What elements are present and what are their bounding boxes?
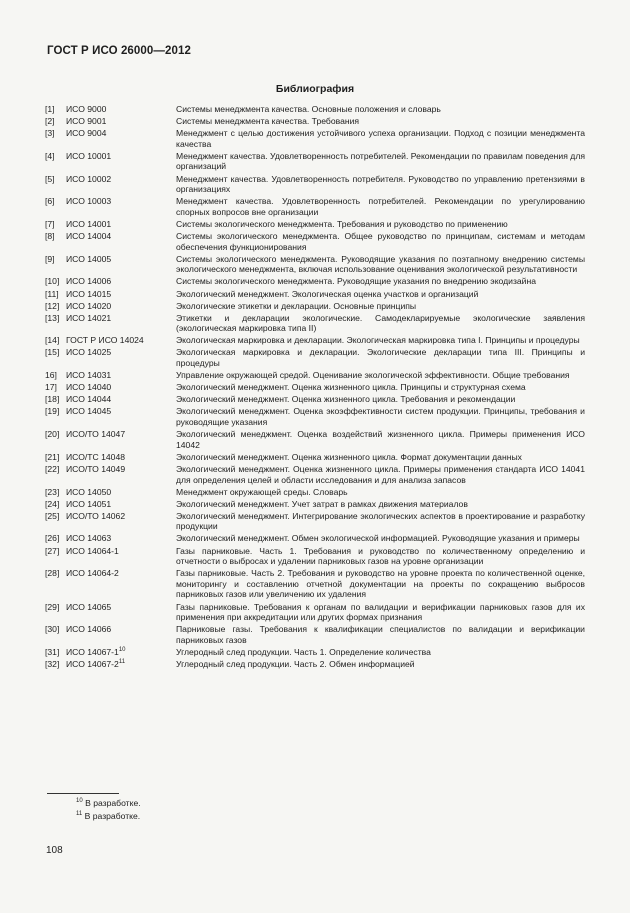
bibliography-entry (45, 624, 585, 645)
entry-number: [32] (45, 659, 60, 669)
entry-title: Менеджмент качества. Удовлетворенность потребителей. Рекомендации по урегулированию спорных вопросов вне организации (176, 196, 585, 217)
entry-standard-code: ИСО 14063 (66, 533, 112, 544)
entry-number: [29] (45, 601, 60, 612)
entry-number: [21] (45, 451, 60, 462)
footnote-text: В разработке. (85, 798, 141, 808)
entry-title: Экологические этикетки и декларации. Основные принципы (176, 300, 417, 311)
page-number: 108 (46, 845, 63, 856)
entry-number: [14] (45, 335, 60, 346)
entry-title: Экологический менеджмент. Оценка воздействий жизненного цикла. Примеры применения ИСО 14042 (176, 429, 585, 450)
entry-title: Экологический менеджмент. Обмен экологической информацией. Руководящие указания и примеры (176, 533, 580, 544)
entry-standard (66, 533, 176, 544)
bibliography-entry (45, 313, 585, 334)
entry-standard-code: ИСО 14066 (66, 624, 112, 635)
entry-title: Экологический менеджмент. Оценка жизненного цикла. Принципы и структурная схема (176, 382, 526, 393)
entry-standard-code: ИСО 14045 (66, 406, 112, 417)
entry-number: [27] (45, 545, 60, 556)
entry-standard-code: ИСО/ТО 14062 (66, 510, 126, 521)
entry-number: [2] (45, 116, 55, 127)
entry-standard-code: ИСО 14065 (66, 601, 112, 612)
entry-standard (66, 370, 176, 381)
bibliography-entry (45, 116, 585, 127)
entry-number: [13] (45, 312, 60, 323)
entry-standard-code: ИСО 14067-1 (66, 646, 119, 657)
entry-number: [5] (45, 173, 55, 184)
entry-standard (66, 174, 176, 195)
entry-standard-code: ИСО 14050 (66, 486, 112, 497)
entry-title: Экологический менеджмент. Экологическая оценка участков и организаций (176, 288, 479, 299)
bibliography-entry (45, 276, 585, 287)
entry-standard-code: ИСО 14020 (66, 300, 112, 311)
entry-standard-code: ИСО/ТС 14048 (66, 451, 126, 462)
entry-number: [3] (45, 128, 55, 139)
bibliography-list (45, 104, 585, 671)
entry-standard (66, 231, 176, 252)
entry-standard (66, 499, 176, 510)
entry-title: Экологический менеджмент. Интегрирование экологических аспектов в проектирование и разработку продукции (176, 510, 585, 532)
entry-title: Экологический менеджмент. Оценка жизненного цикла. Формат документации данных (176, 451, 522, 462)
entry-standard (66, 568, 176, 600)
entry-standard (66, 406, 176, 427)
entry-title: Экологическая маркировка и декларации. Экологическая маркировка типа I. Принципы и процедуры (176, 335, 580, 346)
entry-number: [30] (45, 624, 60, 635)
entry-standard (66, 104, 176, 115)
entry-standard-code: ИСО 10001 (66, 150, 112, 161)
entry-title: Экологический менеджмент. Учет затрат в рамках движения материалов (176, 498, 468, 509)
entry-title: Менеджмент окружающей среды. Словарь (176, 486, 348, 497)
entry-title: Менеджмент качества. Удовлетворенность потребителя. Руководство по управлению претензиями в организациях (176, 173, 585, 195)
entry-standard (66, 382, 176, 393)
entry-standard-code: ИСО 14040 (66, 382, 112, 393)
entry-standard-code: ИСО/ТО 14047 (66, 429, 126, 440)
entry-number: [9] (45, 253, 55, 264)
bibliography-title: Библиография (275, 83, 355, 95)
bibliography-entry (45, 511, 585, 532)
entry-title: Системы экологического менеджмента. Руководящие указания по внедрению экодизайна (176, 276, 537, 287)
entry-standard-code: ИСО 14001 (66, 218, 112, 229)
entry-standard-code: ИСО 9000 (66, 104, 107, 114)
entry-standard-code: ИСО 14044 (66, 394, 112, 405)
entry-number: [31] (45, 646, 60, 657)
entry-title: Экологическая маркировка и декларации. Экологические декларации типа III. Принципы и процедуры (176, 347, 585, 369)
bibliography-entry (45, 347, 585, 368)
entry-standard-code: ГОСТ Р ИСО 14024 (66, 335, 144, 346)
entry-standard (66, 276, 176, 287)
entry-number: [18] (45, 394, 60, 405)
entry-standard (66, 116, 176, 127)
footnote-divider (47, 793, 119, 794)
entry-number: [11] (45, 288, 59, 299)
entry-number: [10] (45, 276, 60, 287)
bibliography-entry (45, 464, 585, 485)
entry-title: Этикетки и декларации экологические. Самодекларируемые экологические заявления (экологическая маркировка типа II) (176, 312, 585, 334)
bibliography-entry (45, 301, 585, 312)
entry-standard (66, 624, 176, 645)
bibliography-entry (45, 174, 585, 195)
entry-standard-code: ИСО 9004 (66, 128, 107, 139)
entry-title: Газы парниковые. Требования к органам по валидации и верификации парниковых газов для их применения при аккредитации или других формах признания (176, 601, 585, 623)
entry-standard-code: ИСО 14004 (66, 231, 112, 242)
entry-standard-code: ИСО 14051 (66, 498, 112, 509)
bibliography-entry (45, 659, 585, 670)
bibliography-entry (45, 394, 585, 405)
entry-standard (66, 602, 176, 623)
entry-number: [25] (45, 510, 60, 521)
bibliography-entry (45, 406, 585, 427)
entry-title: Углеродный след продукции. Часть 2. Обмен информацией (176, 659, 415, 669)
entry-number: [8] (45, 231, 55, 242)
bibliography-entry (45, 335, 585, 346)
entry-standard-code: ИСО 14064-1 (66, 545, 119, 556)
entry-standard-code: ИСО 14031 (66, 370, 112, 381)
footnotes (76, 797, 141, 823)
bibliography-entry (45, 289, 585, 300)
entry-number: [12] (45, 300, 60, 311)
entry-title: Газы парниковые. Часть 1. Требования и руководство по количественному определению и отчетности о выбросах и удалении парниковых газов на уровне организации (176, 545, 585, 567)
bibliography-entry (45, 231, 585, 252)
entry-standard-code: ИСО 14006 (66, 276, 112, 287)
entry-number: [28] (45, 568, 60, 579)
bibliography-entry (45, 429, 585, 450)
entry-standard-code: ИСО/ТО 14049 (66, 463, 126, 474)
bibliography-entry (45, 370, 585, 381)
entry-standard (66, 464, 176, 485)
entry-title: Парниковые газы. Требования к квалификации специалистов по валидации и верификации парниковых газов (176, 624, 585, 645)
entry-title: Системы экологического менеджмента. Общее руководство по принципам, системам и методам обеспечения функционирования (176, 231, 585, 252)
footnote (76, 810, 141, 823)
footnote-reference: 11 (118, 659, 126, 666)
bibliography-entry (45, 254, 585, 275)
entry-number: 16] (45, 370, 57, 381)
entry-number: [23] (45, 486, 60, 497)
entry-standard (66, 347, 176, 368)
entry-title: Углеродный след продукции. Часть 1. Определение количества (176, 646, 431, 657)
bibliography-entry (45, 487, 585, 498)
entry-standard (66, 219, 176, 230)
entry-standard (66, 289, 176, 300)
entry-number: [1] (45, 104, 55, 114)
entry-title: Системы экологического менеджмента. Руководящие указания по поэтапному внедрению системы экологического менеджмента, включая использование оценивания экологической результативности (176, 253, 585, 275)
entry-standard (66, 196, 176, 217)
entry-standard (66, 335, 176, 346)
entry-standard-code: ИСО 14067-2 (66, 659, 119, 669)
bibliography-entry (45, 568, 585, 600)
bibliography-entry (45, 128, 585, 149)
entry-number: [4] (45, 150, 55, 161)
entry-standard (66, 313, 176, 334)
entry-standard (66, 511, 176, 532)
entry-standard-code: ИСО 10002 (66, 173, 112, 184)
bibliography-entry (45, 499, 585, 510)
entry-number: [15] (45, 347, 60, 358)
footnote (76, 797, 141, 810)
entry-standard (66, 647, 176, 658)
entry-standard (66, 394, 176, 405)
bibliography-entry (45, 602, 585, 623)
entry-number: [20] (45, 429, 60, 440)
entry-number: [7] (45, 218, 55, 229)
entry-standard-code: ИСО 14005 (66, 253, 112, 264)
entry-number: [24] (45, 498, 60, 509)
entry-standard-code: ИСО 14015 (66, 288, 112, 299)
bibliography-entry (45, 196, 585, 217)
entry-standard-code: ИСО 14025 (66, 347, 112, 358)
entry-title: Экологический менеджмент. Оценка экоэффективности систем продукции. Принципы, требования и руководящие указания (176, 406, 585, 428)
entry-standard-code: ИСО 14021 (66, 312, 112, 323)
entry-standard (66, 659, 176, 670)
bibliography-entry (45, 546, 585, 567)
entry-title: Системы экологического менеджмента. Требования и руководство по применению (176, 218, 508, 229)
entry-title: Системы менеджмента качества. Требования (176, 116, 360, 127)
entry-title: Системы менеджмента качества. Основные положения и словарь (176, 104, 441, 114)
entry-standard (66, 128, 176, 149)
entry-standard (66, 546, 176, 567)
footnote-mark: 10 (76, 798, 83, 805)
entry-standard (66, 151, 176, 172)
entry-title: Управление окружающей средой. Оценивание экологической эффективности. Общие требования (176, 370, 570, 381)
bibliography-entry (45, 452, 585, 463)
bibliography-entry (45, 382, 585, 393)
entry-standard (66, 487, 176, 498)
footnote-text: В разработке. (84, 811, 141, 821)
entry-standard-code: ИСО 10003 (66, 196, 112, 207)
bibliography-entry (45, 647, 585, 658)
page-header-standard-id: ГОСТ Р ИСО 26000—2012 (47, 45, 192, 57)
entry-number: [19] (45, 406, 60, 417)
entry-number: [6] (45, 196, 55, 207)
entry-title: Менеджмент с целью достижения устойчивого успеха организации. Подход с позиции менеджмента качества (176, 128, 585, 149)
footnote-mark: 11 (76, 811, 83, 818)
bibliography-entry (45, 104, 585, 115)
footnote-reference: 10 (118, 647, 126, 654)
entry-title: Газы парниковые. Часть 2. Требования и руководство на уровне проекта по количественной оценке, мониторингу и составлению отчетной документации на проекты по сокращению выбросов парниковых газов или увеличению их удаления (176, 568, 585, 600)
bibliography-entry (45, 219, 585, 230)
entry-title: Экологический менеджмент. Оценка жизненного цикла. Требования и рекомендации (176, 394, 516, 405)
entry-standard (66, 254, 176, 275)
entry-number: 17] (45, 382, 57, 393)
bibliography-entry (45, 151, 585, 172)
entry-number: [26] (45, 533, 60, 544)
entry-standard-code: ИСО 9001 (66, 116, 107, 127)
entry-standard-code: ИСО 14064-2 (66, 568, 119, 579)
entry-number: [22] (45, 463, 60, 474)
bibliography-entry (45, 533, 585, 544)
entry-standard (66, 301, 176, 312)
entry-title: Менеджмент качества. Удовлетворенность потребителей. Рекомендации по правилам поведения для организаций (176, 150, 585, 172)
entry-title: Экологический менеджмент. Оценка жизненного цикла. Примеры применения стандарта ИСО 14041 для определения целей и области исследования и для анализа запасов (176, 463, 585, 485)
entry-standard (66, 429, 176, 450)
entry-standard (66, 452, 176, 463)
